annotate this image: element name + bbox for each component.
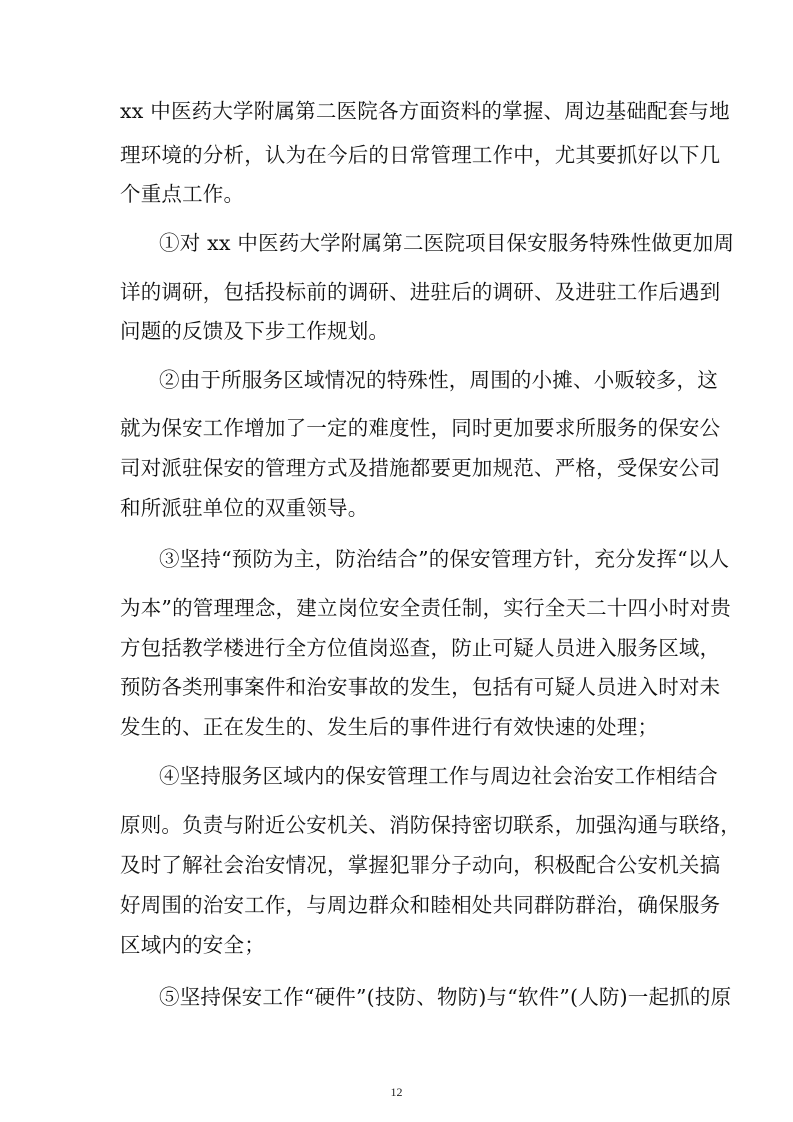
page-number: 12 bbox=[390, 1085, 403, 1099]
text-line-7: ②由于所服务区域情况的特殊性，周围的小摊、小贩较多，这 bbox=[159, 368, 718, 392]
text-line-13: 方包括教学楼进行全方位值岗巡查，防止可疑人员进入服务区域， bbox=[120, 636, 721, 660]
text-line-15: 发生的、正在发生的、发生后的事件进行有效快速的处理； bbox=[120, 715, 659, 739]
text-line-18: 及时了解社会治安情况，掌握犯罪分子动向，积极配合公安机关搞 bbox=[120, 853, 721, 877]
text-line-4: ①对 xx 中医药大学附属第二医院项目保安服务特殊性做更加周 bbox=[159, 231, 735, 255]
text-line-5: 详的调研，包括投标前的调研、进驻后的调研、及进驻工作后遇到 bbox=[120, 280, 721, 304]
text-line-19: 好周围的治安工作，与周边群众和睦相处共同群防群治，确保服务 bbox=[120, 893, 721, 917]
text-line-2: 理环境的分析，认为在今后的日常管理工作中，尤其要抓好以下几 bbox=[120, 143, 721, 167]
text-line-11: ③坚持“预防为主，防治结合”的保安管理方针，充分发挥“以人 bbox=[159, 547, 730, 571]
text-line-16: ④坚持服务区域内的保安管理工作与周边社会治安工作相结合 bbox=[159, 764, 718, 788]
text-line-21: ⑤坚持保安工作“硬件”(技防、物防)与“软件”(人防)一起抓的原 bbox=[159, 985, 732, 1009]
text-line-20: 区域内的安全； bbox=[120, 933, 265, 957]
text-line-14: 预防各类刑事案件和治安事故的发生，包括有可疑人员进入时对未 bbox=[120, 675, 721, 699]
text-line-17: 原则。负责与附近公安机关、消防保持密切联系，加强沟通与联络， bbox=[120, 813, 741, 837]
text-line-9: 司对派驻保安的管理方式及措施都要更加规范、严格，受保安公司 bbox=[120, 456, 721, 480]
text-line-12: 为本”的管理理念，建立岗位安全责任制，实行全天二十四小时对贵 bbox=[120, 596, 731, 620]
text-line-1: xx 中医药大学附属第二医院各方面资料的掌握、周边基础配套与地 bbox=[120, 99, 730, 123]
text-line-10: 和所派驻单位的双重领导。 bbox=[120, 496, 369, 520]
text-line-6: 问题的反馈及下步工作规划。 bbox=[120, 319, 390, 343]
text-line-8: 就为保安工作增加了一定的难度性，同时更加要求所服务的保安公 bbox=[120, 416, 721, 440]
text-line-3: 个重点工作。 bbox=[120, 182, 245, 206]
